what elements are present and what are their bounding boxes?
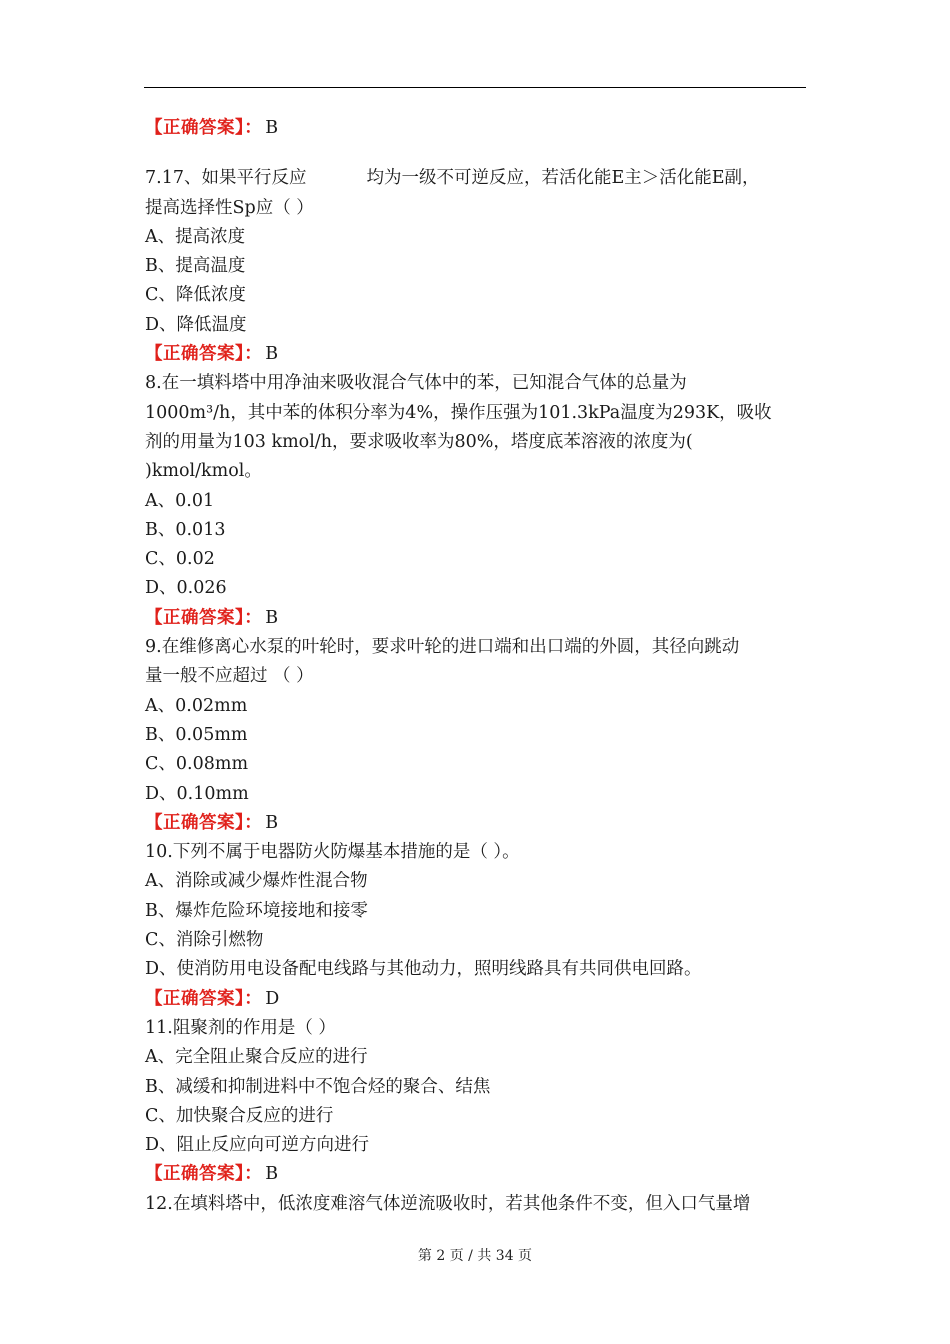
question	[145, 838, 810, 984]
document-body	[145, 114, 810, 1219]
question-text-part: 均为一级不可逆反应，若活化能E主＞活化能E副，	[366, 168, 760, 189]
question-text: 12.在填料塔中，低浓度难溶气体逆流吸收时，若其他条件不变，但入口气量增	[145, 1193, 751, 1214]
correct-answer-value: D	[265, 988, 280, 1009]
correct-answer-label: 【正确答案】：	[145, 118, 263, 138]
correct-answer-label: 【正确答案】：	[145, 812, 263, 833]
correct-answer	[145, 604, 810, 633]
answer-option: A、0.02mm	[145, 695, 248, 716]
answer-option: C、消除引燃物	[145, 930, 264, 951]
answer-option: B、爆炸危险环境接地和接零	[145, 900, 368, 921]
correct-answer	[145, 1160, 810, 1189]
header-rule	[144, 87, 806, 88]
question-text: 10.下列不属于电器防火防爆基本措施的是（ ）。	[145, 842, 520, 863]
correct-answer-label: 【正确答案】：	[145, 344, 263, 365]
answer-option: A、完全阻止聚合反应的进行	[145, 1047, 368, 1068]
correct-answer-value: B	[265, 118, 279, 138]
question	[145, 164, 810, 340]
question-text: 9.在维修离心水泵的叶轮时，要求叶轮的进口端和出口端的外圆，其径向跳动	[145, 637, 740, 658]
answer-option: C、加快聚合反应的进行	[145, 1105, 334, 1126]
answer-option: B、减缓和抑制进料中不饱合烃的聚合、结焦	[145, 1076, 491, 1097]
page-footer: 第 2 页 / 共 34 页	[417, 1248, 533, 1264]
correct-answer-value: B	[265, 344, 279, 365]
answer-option: A、0.01	[145, 490, 215, 511]
question-text: 剂的用量为103 kmol/h，要求吸收率为80%，塔度底苯溶液的浓度为(	[145, 431, 693, 452]
correct-answer-value: B	[265, 607, 279, 628]
answer-option: A、消除或减少爆炸性混合物	[145, 871, 368, 892]
question	[145, 369, 810, 603]
answer-option: B、0.013	[145, 519, 226, 540]
question-text: )kmol/kmol。	[145, 461, 262, 482]
question-text: 8.在一填料塔中用净油来吸收混合气体中的苯，已知混合气体的总量为	[145, 373, 687, 394]
spacer	[145, 143, 810, 164]
answer-option: D、降低温度	[145, 314, 247, 335]
correct-answer-label: 【正确答案】：	[145, 1164, 263, 1185]
question	[145, 1014, 810, 1160]
question-text: 11.阻聚剂的作用是（ ）	[145, 1017, 336, 1038]
question-text	[145, 164, 810, 193]
correct-answer	[145, 114, 810, 143]
question	[145, 633, 810, 809]
correct-answer	[145, 985, 810, 1014]
answer-option: D、0.026	[145, 578, 227, 599]
answer-option: D、0.10mm	[145, 783, 249, 804]
answer-option: D、阻止反应向可逆方向进行	[145, 1135, 370, 1156]
answer-option: C、0.02	[145, 549, 215, 570]
question-text: 1000m³/h，其中苯的体积分率为4%，操作压强为101.3kPa温度为293K，吸收	[145, 402, 772, 423]
answer-option: B、0.05mm	[145, 724, 248, 745]
correct-answer-label: 【正确答案】：	[145, 988, 263, 1009]
correct-answer-value: B	[265, 812, 279, 833]
answer-option: D、使消防用电设备配电线路与其他动力，照明线路具有共同供电回路。	[145, 959, 702, 980]
correct-answer	[145, 809, 810, 838]
answer-option: C、降低浓度	[145, 285, 246, 306]
correct-answer-label: 【正确答案】：	[145, 607, 263, 628]
question	[145, 1190, 810, 1219]
question-text-part: 7.17、如果平行反应	[145, 168, 307, 189]
question-text: 提高选择性Sp应（ ）	[145, 197, 314, 218]
question-text: 量一般不应超过 （ ）	[145, 666, 314, 687]
answer-option: C、0.08mm	[145, 754, 249, 775]
answer-option: B、提高温度	[145, 256, 246, 277]
answer-option: A、提高浓度	[145, 226, 246, 247]
correct-answer-value: B	[265, 1164, 279, 1185]
correct-answer	[145, 340, 810, 369]
